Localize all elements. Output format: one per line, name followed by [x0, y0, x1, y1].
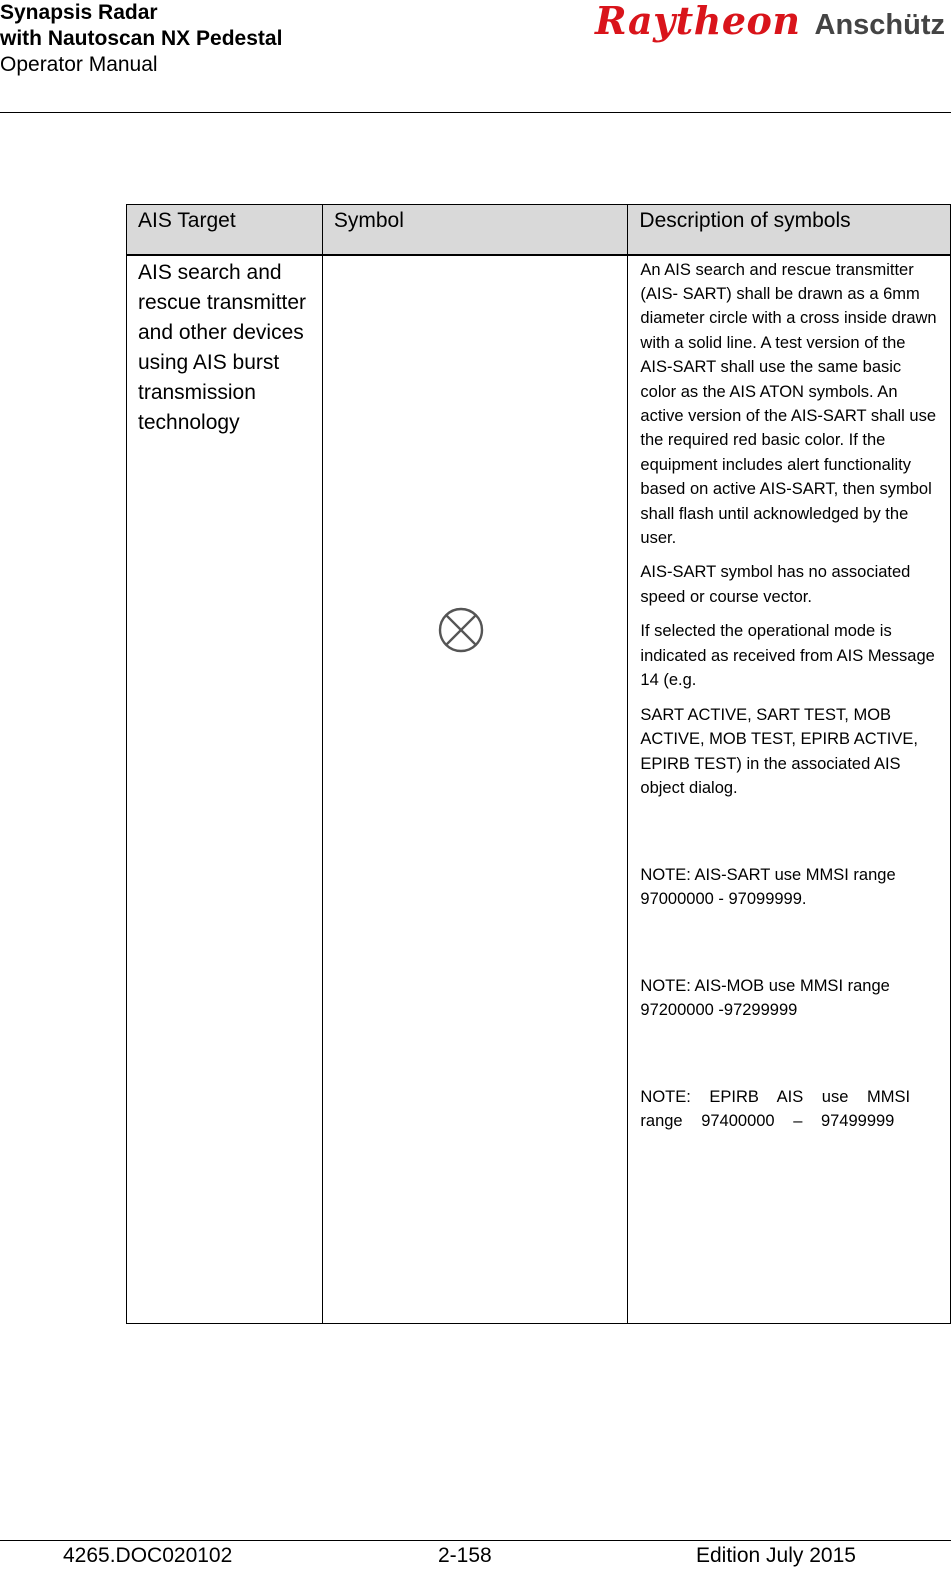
header-ais-target: AIS Target: [127, 205, 323, 255]
ais-symbol-table: [126, 204, 951, 1324]
header-description: Description of symbols: [628, 205, 951, 255]
logo-sub: Anschütz: [814, 9, 945, 41]
note-mob: NOTE: AIS-MOB use MMSI range 97200000 -97299999: [640, 976, 890, 1020]
ais-target-cell: AIS search and rescue transmitter and other devices using AIS burst transmission technology: [127, 255, 323, 1324]
document-header-title: [0, 0, 420, 78]
logo-brand: Raytheon: [595, 0, 801, 43]
note-epirb: NOTE: EPIRB AIS use MMSI range 97400000 – 97499999: [640, 1087, 911, 1131]
table-header-row: [127, 205, 951, 255]
raytheon-anschutz-logo: [595, 0, 945, 44]
header-divider: [0, 112, 951, 113]
header-symbol: Symbol: [322, 205, 628, 255]
circle-cross-icon: [437, 606, 485, 654]
footer-divider: [0, 1540, 951, 1541]
table-row: [127, 255, 951, 1324]
page-number: 2-158: [438, 1544, 492, 1567]
description-paragraph: If selected the operational mode is indicated as received from AIS Message 14 (e.g.: [640, 622, 935, 690]
description-cell: [628, 255, 951, 1324]
edition: Edition July 2015: [696, 1544, 856, 1567]
product-subtitle: with Nautoscan NX Pedestal: [0, 27, 283, 50]
manual-type: Operator Manual: [0, 53, 158, 76]
description-paragraph: AIS-SART symbol has no associated speed or course vector.: [640, 563, 911, 606]
description-paragraph: SART ACTIVE, SART TEST, MOB ACTIVE, MOB TEST, EPIRB ACTIVE, EPIRB TEST) in the associated AIS object dialog.: [640, 705, 918, 798]
doc-number: 4265.DOC020102: [63, 1544, 233, 1567]
description-paragraph: An AIS search and rescue transmitter (AIS- SART) shall be drawn as a 6mm diameter circle with a cross inside drawn with a solid line. A test version of the AIS-SART shall use the same basic color as the AIS ATON symbols. An active version of the AIS-SART shall use the required red basic color. If the equipment includes alert functionality based on active AIS-SART, then symbol shall flash until acknowledged by the user.: [640, 260, 937, 547]
product-name: Synapsis Radar: [0, 1, 158, 24]
symbol-cell: [322, 255, 628, 1324]
note-sart: NOTE: AIS-SART use MMSI range 97000000 - 97099999.: [640, 865, 896, 909]
